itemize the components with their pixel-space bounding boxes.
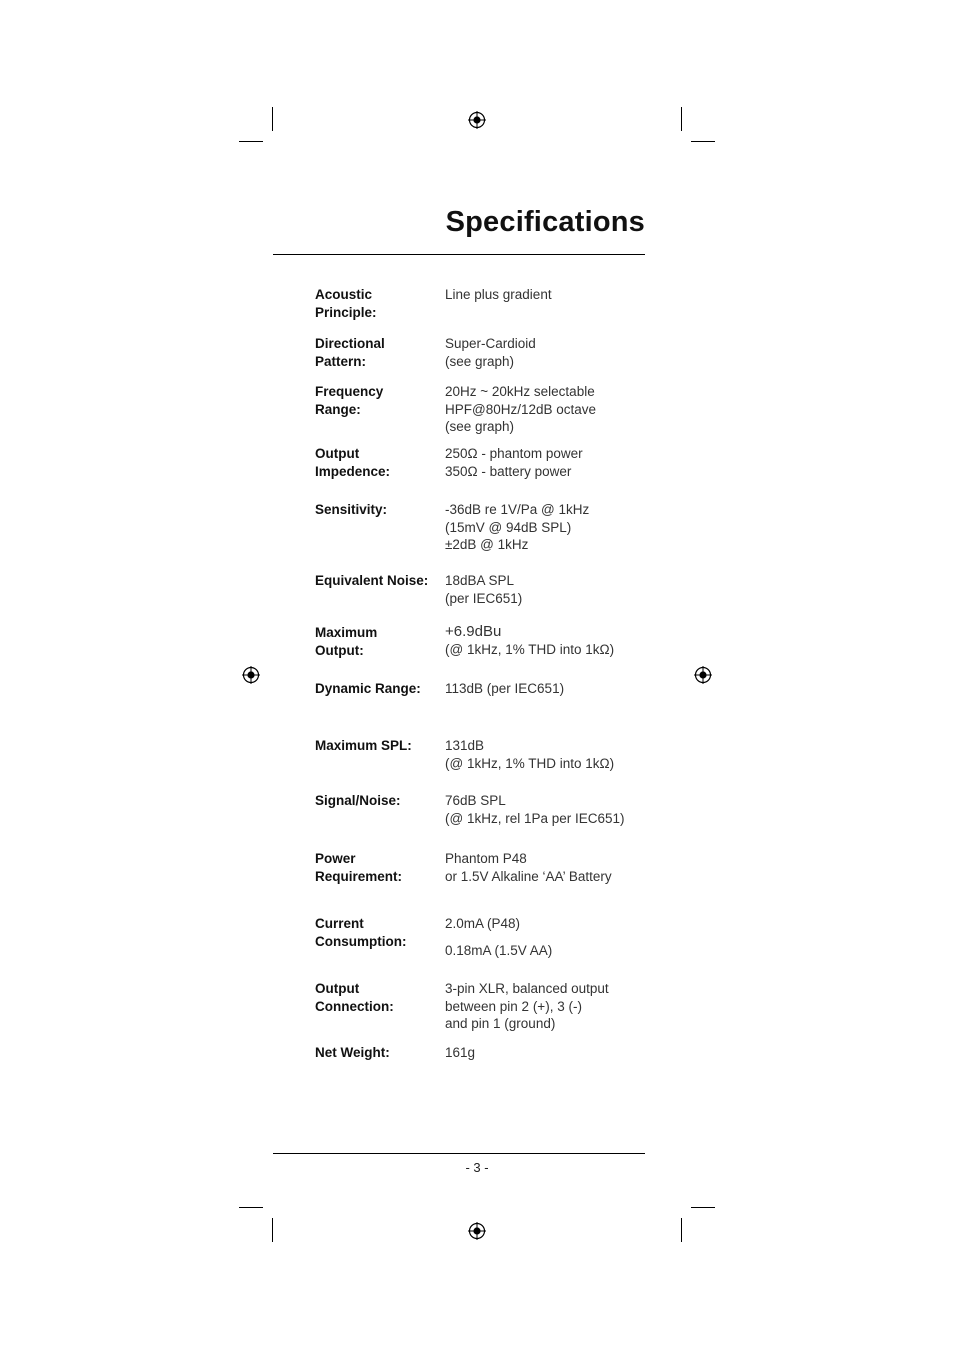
spec-value-line: 0.18mA (1.5V AA) [445, 942, 553, 958]
spec-value-dynamic-range [445, 680, 655, 698]
spec-value-line: Super-Cardioid [445, 336, 536, 351]
spec-label-dynamic-range: Dynamic Range: [315, 681, 421, 696]
spec-label-maximum-output: Maximum Output: [315, 625, 378, 658]
crop-mark [691, 141, 715, 142]
spec-label-current-consumption: Current Consumption: [315, 916, 407, 949]
spec-value-sensitivity [445, 501, 655, 554]
spec-value-current-consumption [445, 915, 655, 959]
spec-value-line: 20Hz ~ 20kHz selectable [445, 384, 595, 399]
registration-mark-icon [467, 1221, 487, 1241]
spec-value-output-connection [445, 980, 655, 1033]
spec-value-frequency-range [445, 383, 655, 436]
spec-value-line: between pin 2 (+), 3 (-) [445, 998, 582, 1014]
spec-label-signal-noise: Signal/Noise: [315, 793, 401, 808]
spec-label-power-requirement: Power Requirement: [315, 851, 403, 884]
spec-value-line: 2.0mA (P48) [445, 916, 521, 931]
spec-value-line: 113dB (per IEC651) [445, 681, 565, 696]
spec-value-line: 76dB SPL [445, 793, 506, 808]
crop-mark [239, 141, 263, 142]
spec-value-line: (per IEC651) [445, 590, 523, 606]
registration-mark-icon [467, 110, 487, 130]
spec-value-line: (see graph) [445, 353, 515, 369]
spec-value-line: Phantom P48 [445, 851, 527, 866]
spec-value-acoustic-principle [445, 286, 655, 304]
spec-value-output-impedence [445, 445, 655, 480]
spec-value-line: HPF@80Hz/12dB octave [445, 401, 597, 417]
spec-value-maximum-spl [445, 737, 655, 772]
spec-value-line: 131dB [445, 738, 485, 753]
spec-value-equivalent-noise [445, 572, 655, 607]
crop-mark [691, 1207, 715, 1208]
spec-value-line: 18dBA SPL [445, 573, 515, 588]
spec-value-line: or 1.5V Alkaline ‘AA’ Battery [445, 868, 612, 884]
spec-value-maximum-output [445, 623, 655, 658]
spec-value-net-weight [445, 1044, 655, 1062]
spec-value-line: (15mV @ 94dB SPL) [445, 519, 572, 535]
spec-label-maximum-spl: Maximum SPL: [315, 738, 412, 753]
registration-mark-icon [693, 665, 713, 685]
spec-label-output-connection: Output Connection: [315, 981, 394, 1014]
spec-value-line: (@ 1kHz, 1% THD into 1kΩ) [445, 755, 615, 771]
spec-value-signal-noise [445, 792, 655, 827]
spec-label-equivalent-noise: Equivalent Noise: [315, 573, 429, 588]
spec-value-line: -36dB re 1V/Pa @ 1kHz [445, 502, 590, 517]
spec-value-power-requirement [445, 850, 655, 885]
spec-value-line: ±2dB @ 1kHz [445, 537, 529, 552]
spec-value-line: Line plus gradient [445, 287, 552, 302]
spec-label-directional-pattern: Directional Pattern: [315, 336, 385, 369]
spec-value-line: and pin 1 (ground) [445, 1016, 556, 1031]
crop-mark [681, 107, 682, 131]
spec-value-line: 350Ω - battery power [445, 463, 572, 479]
spec-value-line: +6.9dBu [445, 623, 502, 640]
footer-rule [273, 1153, 645, 1154]
title-underline [273, 254, 645, 255]
spec-label-frequency-range: Frequency Range: [315, 384, 384, 417]
registration-mark-icon [241, 665, 261, 685]
crop-mark [272, 1218, 273, 1242]
spec-value-line: (@ 1kHz, rel 1Pa per IEC651) [445, 810, 625, 826]
spec-label-acoustic-principle: Acoustic Principle: [315, 287, 377, 320]
spec-label-net-weight: Net Weight: [315, 1045, 390, 1060]
spec-value-line: 161g [445, 1045, 476, 1060]
spec-value-line: 250Ω - phantom power [445, 446, 583, 461]
spec-label-sensitivity: Sensitivity: [315, 502, 388, 517]
crop-mark [239, 1207, 263, 1208]
spec-value-line: (see graph) [445, 419, 515, 434]
page-number: - 3 - [465, 1160, 489, 1175]
page-title: Specifications [445, 206, 645, 238]
crop-mark [272, 107, 273, 131]
spec-label-output-impedence: Output Impedence: [315, 446, 391, 479]
spec-value-line: (@ 1kHz, 1% THD into 1kΩ) [445, 641, 615, 657]
crop-mark [681, 1218, 682, 1242]
spec-value-line: 3-pin XLR, balanced output [445, 981, 609, 996]
spec-value-directional-pattern [445, 335, 655, 370]
